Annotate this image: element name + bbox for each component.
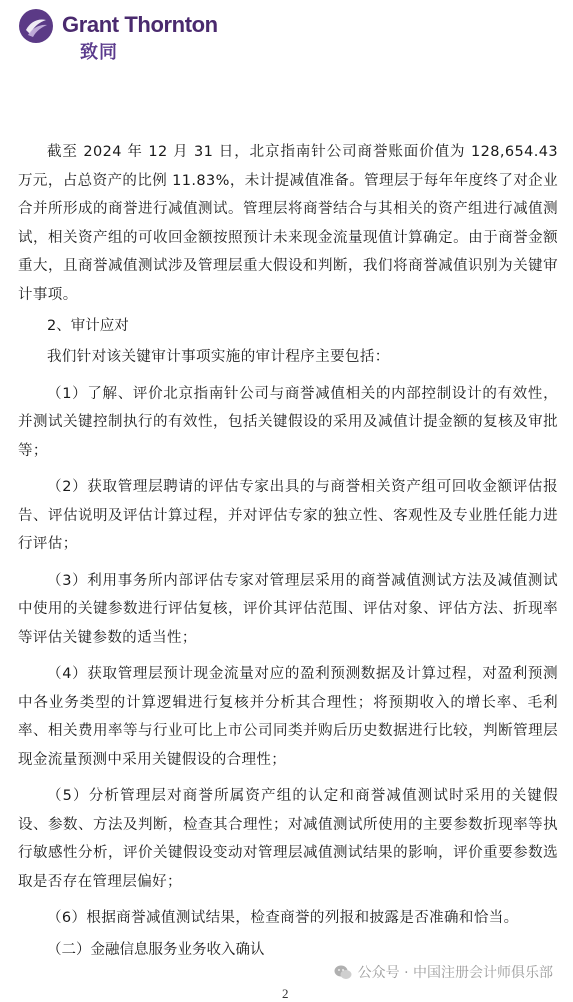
procedure-item-6: （6）根据商誉减值测试结果，检查商誉的列报和披露是否准确和恰当。 [47,910,519,926]
wechat-icon [334,965,352,980]
procedure-item-1: （1）了解、评价北京指南针公司与商誉减值相关的内部控制设计的有效性，并测试关键控制执行的有效性，包括关键假设的采用及减值计提金额的复核及审批等； [18,385,558,459]
wechat-watermark [334,962,553,982]
logo-english-name: Grant Thornton [62,12,218,37]
next-section-heading: （二）金融信息服务业务收入确认 [47,941,265,958]
logo-chinese-name: 致同 [80,42,118,63]
procedure-item-2: （2）获取管理层聘请的评估专家出具的与商誉相关资产组可回收金额评估报告、评估说明及评估计算过程，并对评估专家的独立性、客观性及专业胜任能力进行评估； [18,479,558,552]
audit-procedures-intro: 我们针对该关键审计事项实施的审计程序主要包括： [47,349,390,365]
grant-thornton-logo [18,6,238,62]
audit-response-heading: 2、审计应对 [47,318,129,334]
watermark-text: 公众号 · 中国注册会计师俱乐部 [357,965,553,981]
document-body [18,138,558,965]
grant-thornton-logo-mark-icon [18,8,54,44]
procedure-item-4: （4）获取管理层预计现金流量对应的盈利预测数据及计算过程，对盈利预测中各业务类型的计算逻辑进行复核并分析其合理性；将预期收入的增长率、毛利率、相关费用率等与行业可比上市公司同类并购后历史数据进行比较，判断管理层现金流量预测中采用关键假设的合理性； [18,666,558,768]
procedure-item-3: （3）利用事务所内部评估专家对管理层采用的商誉减值测试方法及减值测试中使用的关键参数进行评估复核，评价其评估范围、评估对象、评估方法、折现率等评估关键参数的适当性； [18,572,558,646]
goodwill-paragraph: 截至 2024 年 12 月 31 日，北京指南针公司商誉账面价值为 128,654.43 万元，占总资产的比例 11.83%，未计提减值准备。管理层于每年年度终了对企业合并所形成的商誉进行减值测试。管理层将商誉结合与其相关的资产组进行减值测试，相关资产组的可收回金额按照预计未来现金流量现值计算确定。由于商誉金额重大，且商誉减值测试涉及管理层重大假设和判断，我们将商誉减值识别为关键审计事项。 [18,144,558,303]
procedure-item-5: （5）分析管理层对商誉所属资产组的认定和商誉减值测试时采用的关键假设、参数、方法及判断，检查其合理性；对减值测试所使用的主要参数折现率等执行敏感性分析，评价关键假设变动对管理层减值测试结果的影响，评价重要参数选取是否存在管理层偏好； [18,788,558,890]
page-number: 2 [282,986,289,1001]
